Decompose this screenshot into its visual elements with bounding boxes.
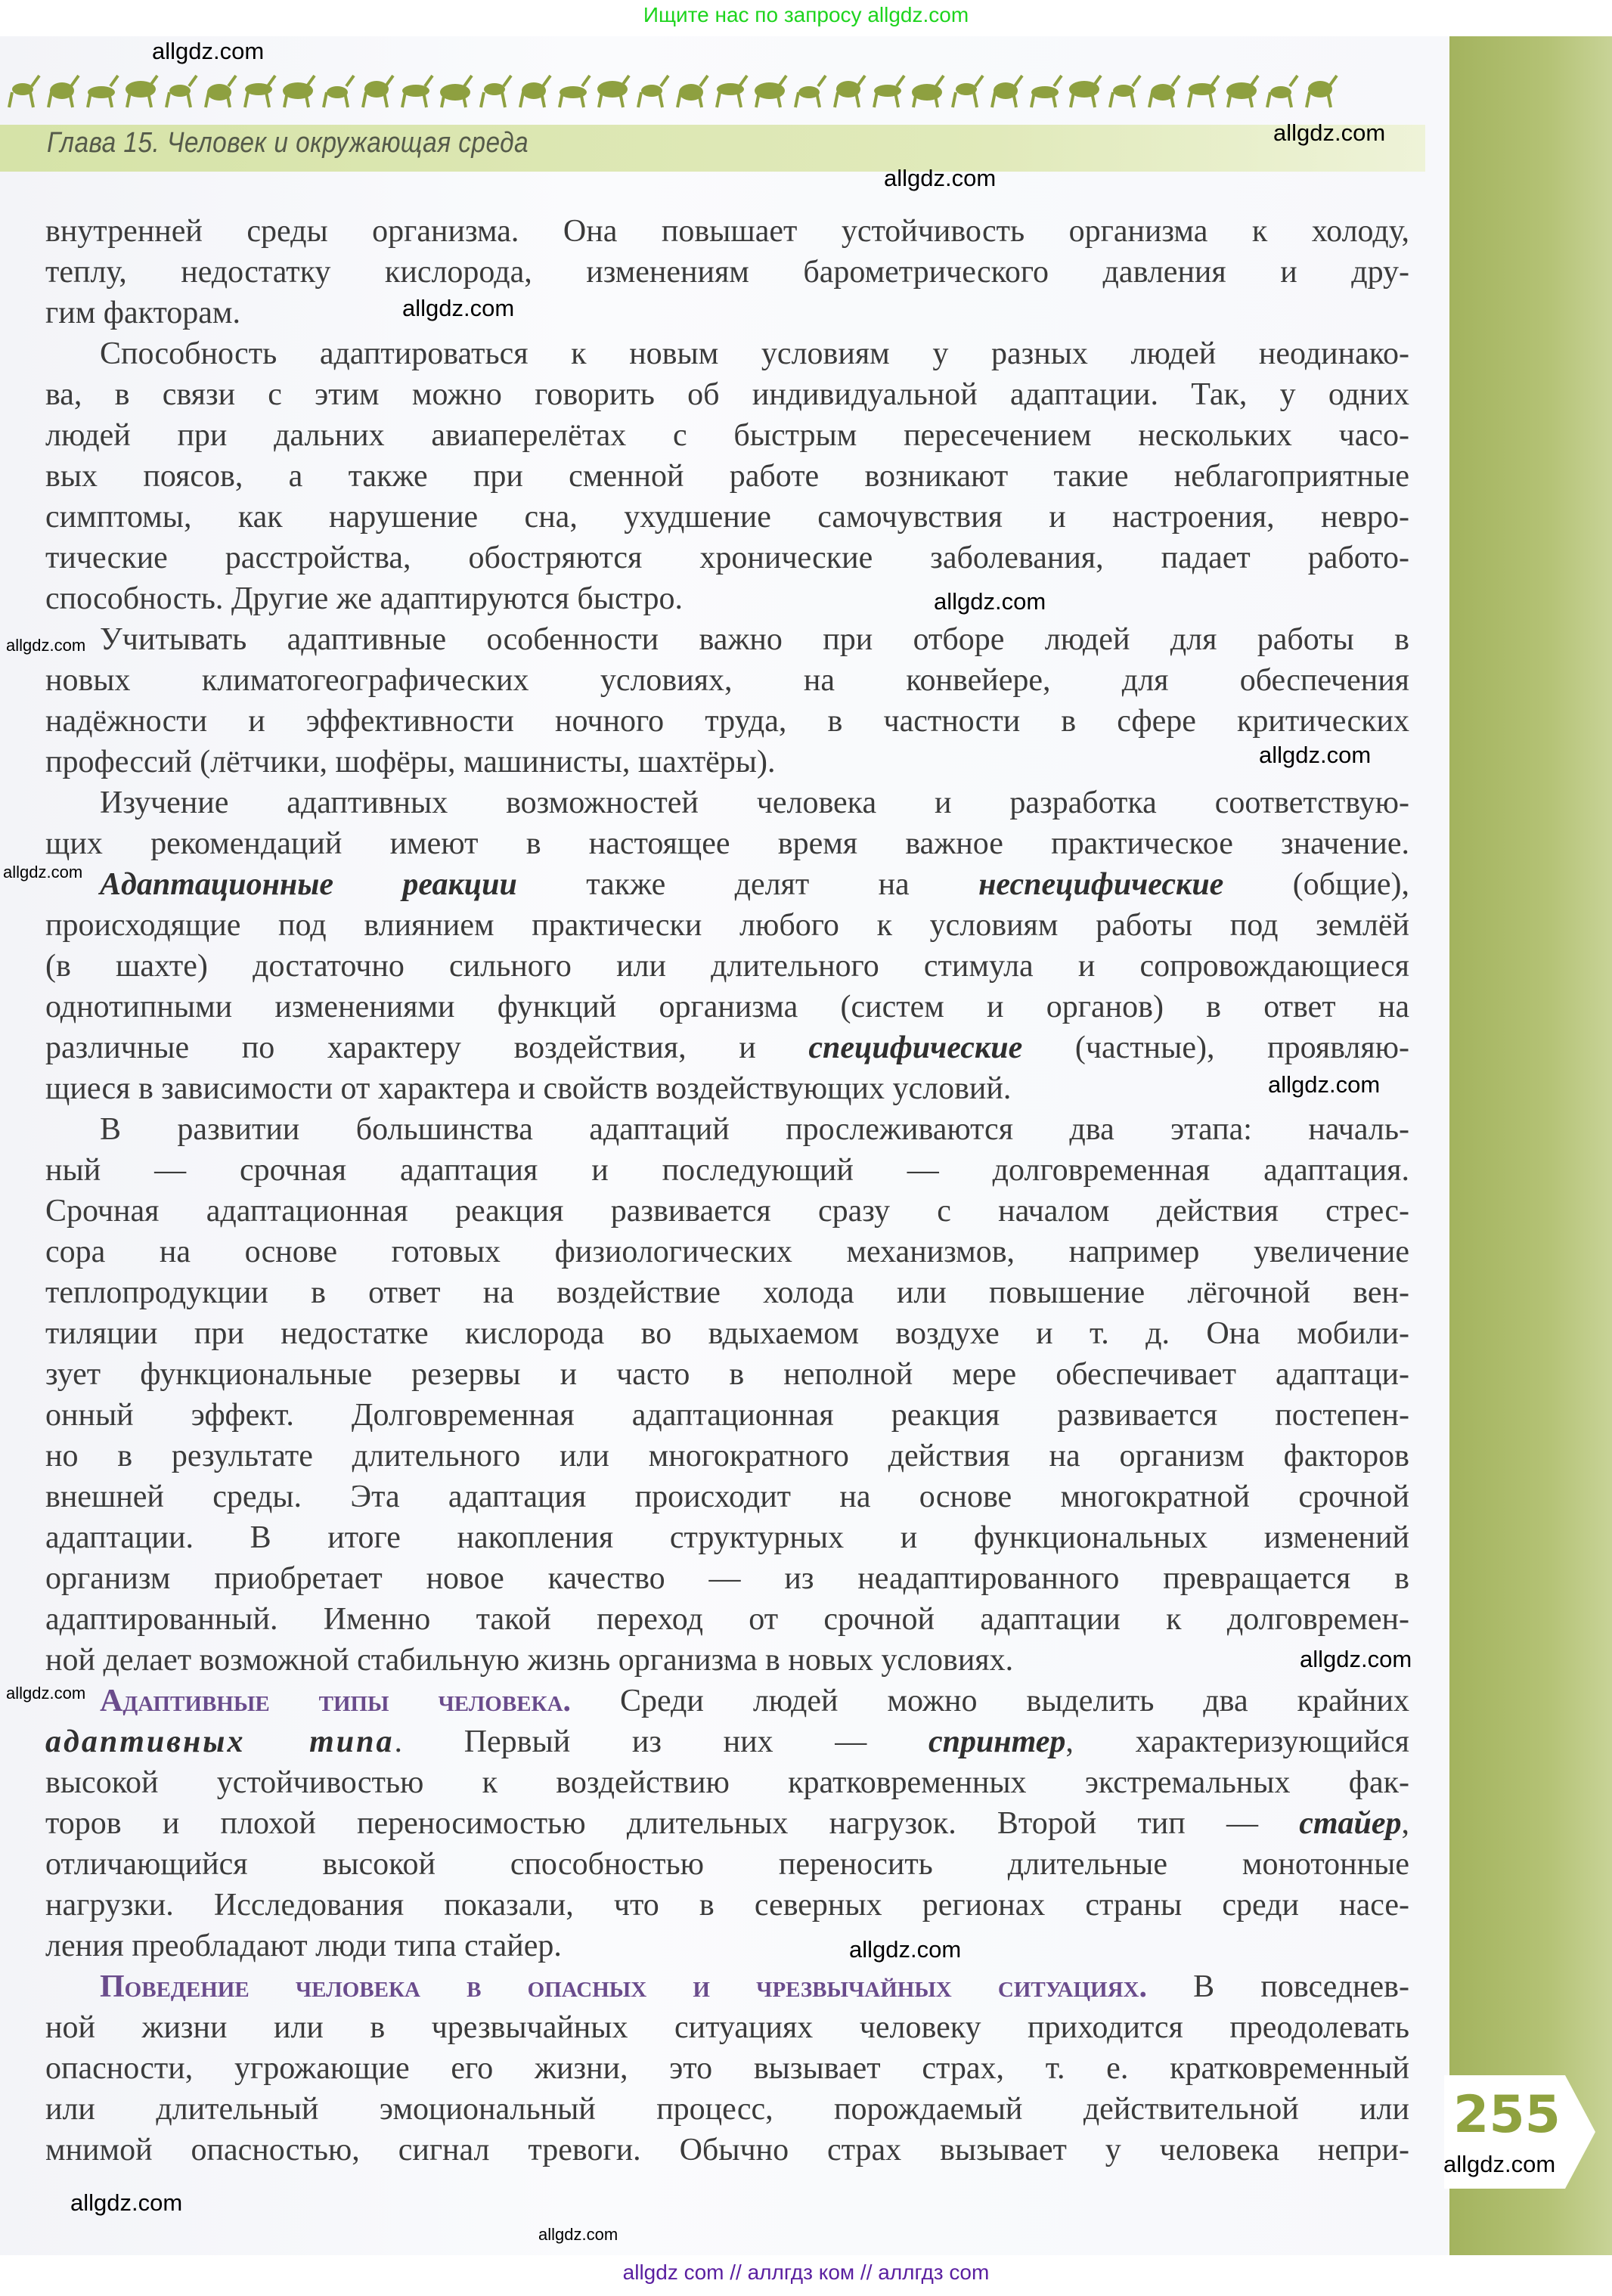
animal-silhouette-icon [597, 76, 629, 107]
watermark[interactable]: allgdz.com [152, 38, 265, 64]
text-line [45, 1436, 1409, 1476]
text-line [45, 415, 1409, 456]
emphasized-term: неспецифические [978, 867, 1224, 902]
text-segment: В повседнев- [1146, 1969, 1409, 2004]
text-line [45, 2007, 1409, 2048]
watermark[interactable]: allgdz.com [402, 295, 515, 321]
text-segment: однотипными изменениями функций организма (систем и органов) в ответ на [45, 990, 1409, 1024]
text-line [45, 946, 1409, 987]
watermark[interactable]: allgdz.com [1268, 1071, 1381, 1098]
animal-silhouette-icon [126, 76, 157, 107]
text-line [45, 2089, 1409, 2130]
text-segment: (общие), [1223, 867, 1409, 902]
animal-silhouette-icon [755, 76, 786, 107]
text-segment: различные по характеру воздействия, и [45, 1030, 809, 1065]
text-line [45, 2130, 1409, 2171]
text-line [45, 1885, 1409, 1926]
text-segment: теплу, недостатку кислорода, изменениям барометрического давления и дру- [45, 255, 1409, 290]
text-segment: Способность адаптироваться к новым условиям у разных людей неодинако- [100, 336, 1409, 371]
text-segment: , [1401, 1806, 1409, 1841]
text-line [45, 987, 1409, 1027]
text-segment: (в шахте) достаточно сильного или длительного стимула и сопровождающиеся [45, 949, 1409, 984]
text-segment: Среди людей можно выделить два крайних [571, 1684, 1409, 1718]
top-search-banner: Ищите нас по запросу allgdz.com [643, 3, 969, 26]
text-segment: отличающийся высокой способностью переносить длительные монотонные [45, 1847, 1409, 1882]
text-line [45, 1721, 1409, 1762]
animal-silhouette-icon [560, 76, 590, 107]
text-segment: способность. Другие же адаптируются быстро. [45, 581, 683, 616]
text-segment: , характеризующийся [1065, 1724, 1409, 1759]
text-segment: В развитии большинства адаптаций прослеживаются два этапа: началь- [100, 1112, 1409, 1147]
text-segment: внутренней среды организма. Она повышает устойчивость организма к холоду, [45, 214, 1409, 249]
animal-silhouette-icon [1267, 76, 1297, 107]
animal-silhouette-icon [677, 76, 708, 107]
animal-silhouette-icon [1069, 76, 1101, 107]
text-line [45, 252, 1409, 293]
watermark[interactable]: allgdz.com [6, 1684, 86, 1703]
text-segment: симптомы, как нарушение сна, ухудшение самочувствия и настроения, невро- [45, 500, 1409, 534]
text-segment: ной жизни или в чрезвычайных ситуациях человеку приходится преодолевать [45, 2010, 1409, 2045]
text-line [45, 578, 1409, 619]
text-segment: людей при дальних авиаперелётах с быстрым пересечением нескольких часо- [45, 418, 1409, 453]
section-heading: Адаптивные типы человека. [100, 1684, 572, 1718]
emphasized-term: специфические [808, 1030, 1023, 1065]
animal-silhouette-icon [1189, 76, 1219, 107]
animal-silhouette-icon [48, 76, 79, 107]
text-segment: теплопродукции в ответ на воздействие холода или повышение лёгочной вен- [45, 1275, 1409, 1310]
animal-silhouette-icon [440, 76, 472, 107]
emphasized-term: адаптивных типа [45, 1724, 395, 1759]
page-number: 255 [1453, 2085, 1561, 2145]
text-segment: ной делает возможной стабильную жизнь организма в новых условиях. [45, 1643, 1014, 1678]
text-segment: происходящие под влиянием практически любого к условиям работы под землёй [45, 908, 1409, 943]
text-segment: гим факторам. [45, 296, 241, 330]
text-segment: ва, в связи с этим можно говорить об индивидуальной адаптации. Так, у одних [45, 377, 1409, 412]
text-segment: Срочная адаптационная реакция развивается сразу с началом действия стрес- [45, 1194, 1409, 1229]
emphasized-term: спринтер [928, 1724, 1066, 1759]
animal-silhouette-icon [481, 76, 511, 107]
text-line [45, 1558, 1409, 1599]
watermark[interactable]: allgdz.com [1273, 119, 1386, 146]
text-line [45, 2048, 1409, 2089]
animal-silhouettes-ornament [0, 70, 1346, 112]
text-line [45, 1844, 1409, 1885]
text-line [45, 905, 1409, 946]
text-line [45, 1109, 1409, 1150]
text-line [45, 1313, 1409, 1354]
animal-silhouette-icon [1031, 76, 1062, 107]
text-segment: высокой устойчивостью к воздействию кратковременных экстремальных фак- [45, 1765, 1409, 1800]
chapter-title: Глава 15. Человек и окружающая среда [47, 127, 529, 159]
text-segment: ный — срочная адаптация и последующий — долговременная адаптация. [45, 1153, 1409, 1188]
text-line [45, 619, 1409, 660]
text-segment: торов и плохой переносимостью длительных нагрузок. Второй тип — [45, 1806, 1300, 1841]
text-segment: надёжности и эффективности ночного труда, в частности в сфере критических [45, 704, 1409, 739]
animal-silhouette-icon [638, 76, 668, 107]
text-line [45, 1640, 1409, 1681]
text-line [45, 374, 1409, 415]
text-segment: адаптированный. Именно такой переход от срочной адаптации к долговремен- [45, 1602, 1409, 1637]
text-line [45, 1272, 1409, 1313]
watermark[interactable]: allgdz.com [70, 2189, 183, 2216]
animal-silhouette-icon [874, 76, 904, 107]
text-segment: тиляции при недостатке кислорода во вдыхаемом воздухе и т. д. Она мобили- [45, 1316, 1409, 1351]
text-segment: (частные), проявляю- [1022, 1030, 1409, 1065]
text-segment: зует функциональные резервы и часто в неполной мере обеспечивает адаптаци- [45, 1357, 1409, 1392]
text-line [45, 1599, 1409, 1640]
text-segment: щиеся в зависимости от характера и свойств воздействующих условий. [45, 1071, 1012, 1106]
animal-silhouette-icon [324, 76, 354, 107]
text-segment: адаптации. В итоге накопления структурных и функциональных изменений [45, 1520, 1409, 1555]
animal-silhouette-icon [363, 76, 393, 107]
text-segment: вых поясов, а также при сменной работе возникают такие неблагоприятные [45, 459, 1409, 494]
text-line [45, 1681, 1409, 1721]
text-line [45, 1517, 1409, 1558]
text-line [45, 1395, 1409, 1436]
text-segment: организм приобретает новое качество — из неадаптированного превращается в [45, 1561, 1409, 1596]
green-page-edge [1449, 36, 1612, 2255]
watermark[interactable]: allgdz.com [538, 2225, 618, 2244]
animal-silhouette-icon [166, 76, 197, 107]
text-segment: но в результате длительного или многократного действия на организм факторов [45, 1439, 1409, 1473]
body-text [45, 211, 1409, 2171]
watermark[interactable]: allgdz.com [3, 863, 83, 882]
emphasized-term: Адаптационные реакции [100, 867, 517, 902]
text-segment: щих рекомендаций имеют в настоящее время важное практическое значение. [45, 826, 1409, 861]
animal-silhouette-icon [717, 76, 747, 107]
animal-silhouette-icon [835, 76, 865, 107]
text-line [45, 1762, 1409, 1803]
text-line [45, 211, 1409, 252]
animal-silhouette-icon [9, 76, 39, 107]
text-line [45, 864, 1409, 905]
text-line [45, 1232, 1409, 1272]
text-segment: нагрузки. Исследования показали, что в северных регионах страны среди насе- [45, 1888, 1409, 1923]
text-segment: мнимой опасностью, сигнал тревоги. Обычно страх вызывает у человека непри- [45, 2133, 1409, 2167]
animal-silhouette-icon [912, 76, 944, 107]
text-line [45, 701, 1409, 742]
animal-silhouette-icon [1307, 76, 1337, 107]
text-line [45, 1966, 1409, 2007]
text-line [45, 1068, 1409, 1109]
animal-silhouette-icon [1110, 76, 1140, 107]
text-segment: профессий (лётчики, шофёры, машинисты, шахтёры). [45, 745, 776, 779]
text-segment: внешней среды. Эта адаптация происходит на основе многократной срочной [45, 1480, 1409, 1514]
text-line [45, 456, 1409, 497]
text-segment: . Первый из них — [394, 1724, 928, 1759]
watermark[interactable]: allgdz.com [6, 636, 86, 655]
animal-silhouette-icon [992, 76, 1022, 107]
watermark[interactable]: allgdz.com [1443, 2151, 1556, 2177]
text-line [45, 782, 1409, 823]
text-line [45, 1027, 1409, 1068]
section-heading: Поведение человека в опасных и чрезвычайных ситуациях. [100, 1969, 1147, 2004]
text-segment: опасности, угрожающие его жизни, это вызывает страх, т. е. кратковременный [45, 2051, 1409, 2086]
watermark[interactable]: allgdz.com [1300, 1646, 1412, 1672]
animal-silhouette-icon [953, 76, 983, 107]
watermark[interactable]: allgdz.com [849, 1936, 962, 1963]
animal-silhouette-icon [402, 76, 432, 107]
watermark[interactable]: allgdz.com [884, 165, 997, 191]
animal-silhouette-icon [1226, 76, 1258, 107]
text-line [45, 1150, 1409, 1191]
text-line [45, 742, 1409, 782]
text-line [45, 1354, 1409, 1395]
text-segment: также делят на [516, 867, 979, 902]
emphasized-term: стайер [1299, 1806, 1402, 1841]
animal-silhouette-icon [1149, 76, 1180, 107]
text-segment: Учитывать адаптивные особенности важно при отборе людей для работы в [100, 622, 1409, 657]
text-segment: сора на основе готовых физиологических механизмов, например увеличение [45, 1235, 1409, 1269]
animal-silhouette-icon [245, 76, 275, 107]
text-segment: Изучение адаптивных возможностей человека и разработка соответствую- [100, 785, 1409, 820]
text-line [45, 497, 1409, 538]
animal-silhouette-icon [795, 76, 826, 107]
text-line [45, 823, 1409, 864]
animal-silhouette-icon [88, 76, 118, 107]
text-segment: новых климатогеографических условиях, на конвейере, для обеспечения [45, 663, 1409, 698]
text-line [45, 538, 1409, 578]
text-line [45, 660, 1409, 701]
text-segment: или длительный эмоциональный процесс, порождаемый действительной или [45, 2092, 1409, 2127]
text-line [45, 1191, 1409, 1232]
text-segment: тические расстройства, обостряются хронические заболевания, падает работо- [45, 541, 1409, 575]
animal-silhouette-icon [283, 76, 315, 107]
text-line [45, 333, 1409, 374]
watermark[interactable]: allgdz.com [1259, 742, 1372, 768]
text-line [45, 1926, 1409, 1966]
text-segment: ления преобладают люди типа стайер. [45, 1929, 562, 1963]
bottom-watermark-banner: allgdz com // аллгдз ком // аллгдз com [622, 2260, 990, 2284]
text-line [45, 1803, 1409, 1844]
text-line [45, 293, 1409, 333]
animal-silhouette-icon [520, 76, 550, 107]
text-segment: онный эффект. Долговременная адаптационная реакция развивается постепен- [45, 1398, 1409, 1433]
animal-silhouette-icon [206, 76, 236, 107]
text-line [45, 1476, 1409, 1517]
watermark[interactable]: allgdz.com [934, 588, 1046, 615]
